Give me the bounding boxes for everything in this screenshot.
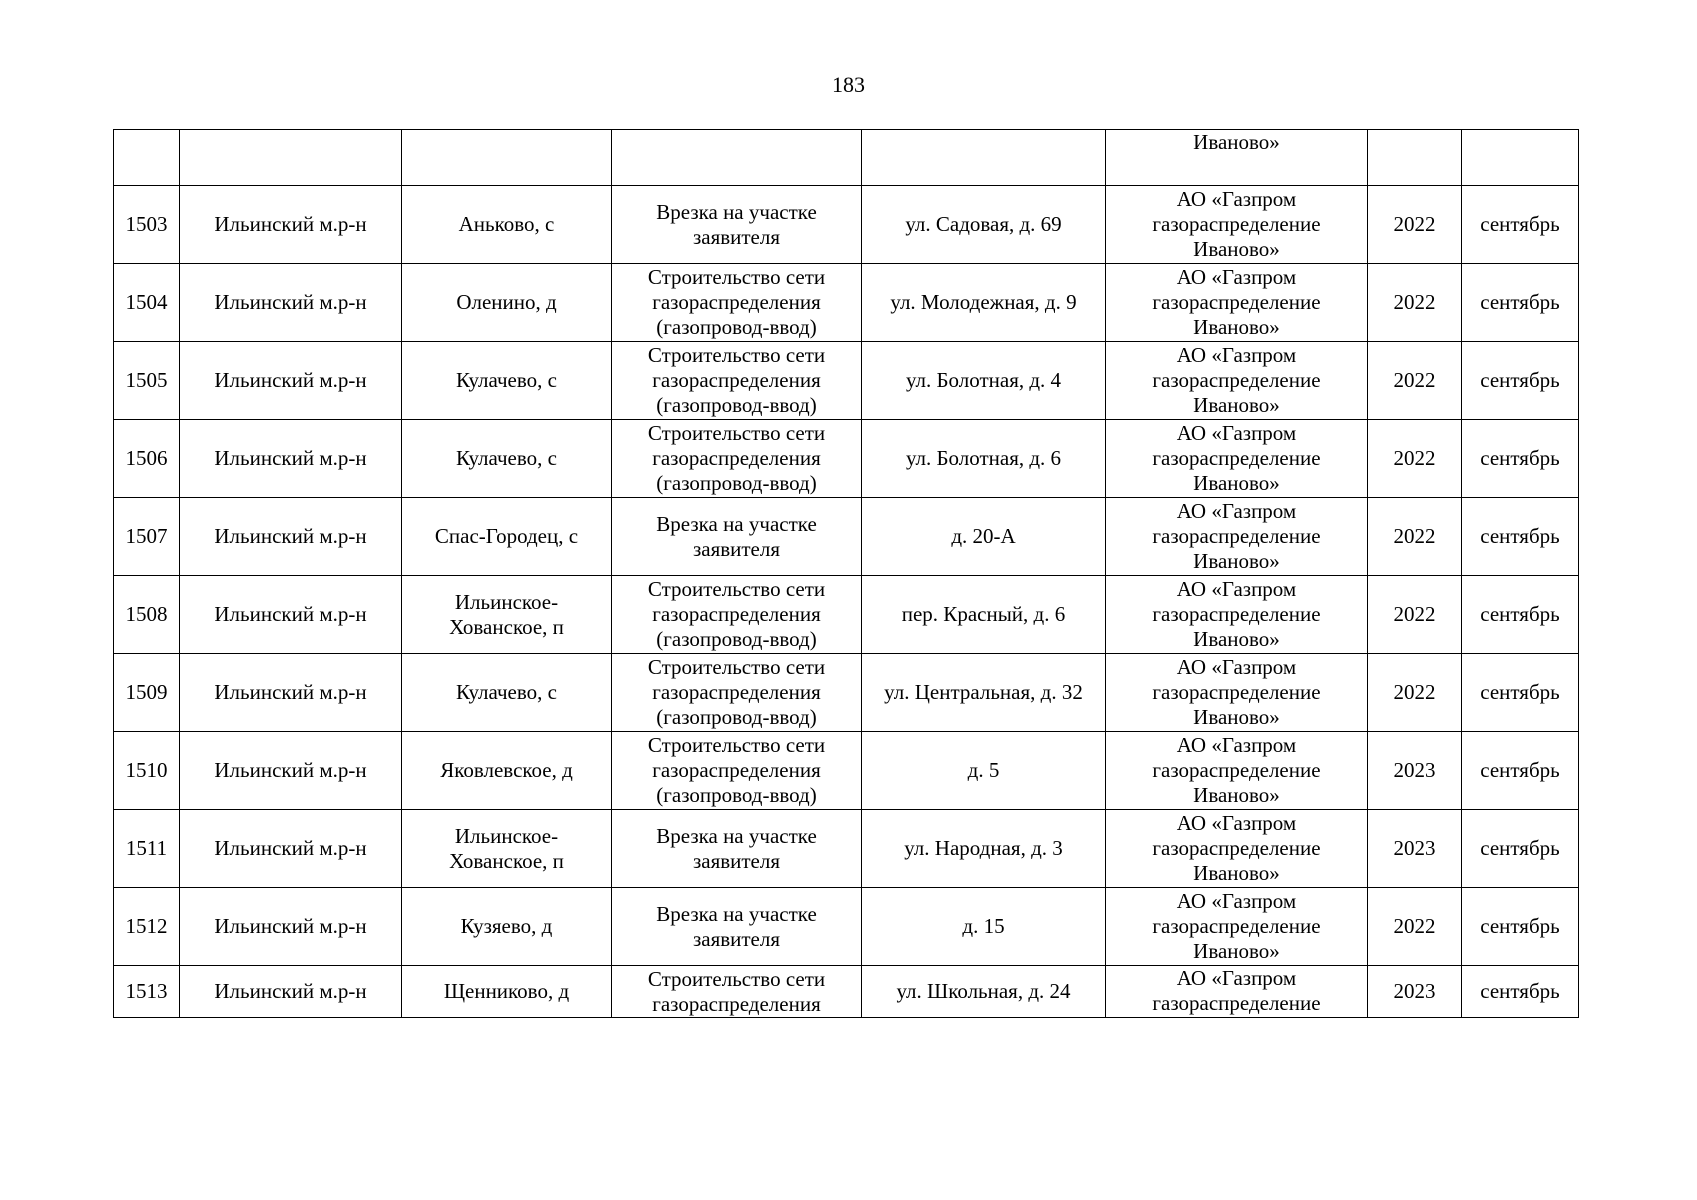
cell-month: сентябрь	[1462, 498, 1579, 576]
cell-work-type	[612, 130, 862, 186]
cell-work-type: Врезка на участке заявителя	[612, 810, 862, 888]
cell-work-type: Врезка на участке заявителя	[612, 186, 862, 264]
cell-month: сентябрь	[1462, 264, 1579, 342]
cell-settlement: Кулачево, с	[402, 420, 612, 498]
cell-address: д. 15	[862, 888, 1106, 966]
cell-work-type: Строительство сети газораспределения (газопровод-ввод)	[612, 654, 862, 732]
data-table	[113, 129, 1579, 1018]
cell-district	[180, 130, 402, 186]
cell-month: сентябрь	[1462, 966, 1579, 1018]
cell-year: 2023	[1368, 810, 1462, 888]
cell-year: 2022	[1368, 342, 1462, 420]
cell-district: Ильинский м.р-н	[180, 342, 402, 420]
cell-organization: АО «Газпром газораспределение Иваново»	[1106, 264, 1368, 342]
cell-organization: АО «Газпром газораспределение Иваново»	[1106, 498, 1368, 576]
cell-address: ул. Центральная, д. 32	[862, 654, 1106, 732]
table-row	[114, 420, 1579, 498]
cell-district: Ильинский м.р-н	[180, 732, 402, 810]
cell-settlement: Яковлевское, д	[402, 732, 612, 810]
cell-settlement	[402, 130, 612, 186]
page-number: 183	[832, 72, 865, 97]
cell-work-type: Строительство сети газораспределения (газопровод-ввод)	[612, 342, 862, 420]
table-row-continuation	[114, 130, 1579, 186]
cell-year: 2023	[1368, 732, 1462, 810]
cell-district: Ильинский м.р-н	[180, 576, 402, 654]
cell-number: 1509	[114, 654, 180, 732]
cell-address: ул. Школьная, д. 24	[862, 966, 1106, 1018]
cell-organization: АО «Газпром газораспределение Иваново»	[1106, 810, 1368, 888]
cell-settlement: Кулачево, с	[402, 654, 612, 732]
cell-number: 1505	[114, 342, 180, 420]
cell-district: Ильинский м.р-н	[180, 186, 402, 264]
cell-month: сентябрь	[1462, 654, 1579, 732]
cell-number: 1507	[114, 498, 180, 576]
cell-year: 2023	[1368, 966, 1462, 1018]
cell-organization: АО «Газпром газораспределение	[1106, 966, 1368, 1018]
cell-settlement: Кузяево, д	[402, 888, 612, 966]
cell-number: 1504	[114, 264, 180, 342]
cell-organization: Иваново»	[1106, 130, 1368, 186]
cell-address: ул. Болотная, д. 6	[862, 420, 1106, 498]
cell-number: 1510	[114, 732, 180, 810]
table-row-last	[114, 966, 1579, 1018]
cell-organization: АО «Газпром газораспределение Иваново»	[1106, 576, 1368, 654]
cell-month: сентябрь	[1462, 420, 1579, 498]
cell-month: сентябрь	[1462, 732, 1579, 810]
table-row	[114, 888, 1579, 966]
cell-month	[1462, 130, 1579, 186]
cell-settlement: Оленино, д	[402, 264, 612, 342]
cell-district: Ильинский м.р-н	[180, 888, 402, 966]
table-row	[114, 186, 1579, 264]
cell-work-type: Строительство сети газораспределения (газопровод-ввод)	[612, 420, 862, 498]
cell-number	[114, 130, 180, 186]
cell-month: сентябрь	[1462, 342, 1579, 420]
cell-address: пер. Красный, д. 6	[862, 576, 1106, 654]
cell-settlement: Ильинское- Хованское, п	[402, 810, 612, 888]
cell-year: 2022	[1368, 576, 1462, 654]
table-row	[114, 498, 1579, 576]
cell-address: ул. Молодежная, д. 9	[862, 264, 1106, 342]
cell-number: 1508	[114, 576, 180, 654]
table-body	[114, 130, 1579, 1018]
cell-address: ул. Болотная, д. 4	[862, 342, 1106, 420]
cell-district: Ильинский м.р-н	[180, 966, 402, 1018]
cell-month: сентябрь	[1462, 186, 1579, 264]
cell-work-type: Строительство сети газораспределения (газопровод-ввод)	[612, 576, 862, 654]
cell-address: д. 5	[862, 732, 1106, 810]
cell-year	[1368, 130, 1462, 186]
table-row	[114, 732, 1579, 810]
cell-year: 2022	[1368, 186, 1462, 264]
cell-number: 1503	[114, 186, 180, 264]
cell-month: сентябрь	[1462, 576, 1579, 654]
cell-organization: АО «Газпром газораспределение Иваново»	[1106, 654, 1368, 732]
cell-organization: АО «Газпром газораспределение Иваново»	[1106, 888, 1368, 966]
cell-district: Ильинский м.р-н	[180, 810, 402, 888]
table-row	[114, 654, 1579, 732]
cell-work-type: Строительство сети газораспределения (газопровод-ввод)	[612, 732, 862, 810]
cell-number: 1511	[114, 810, 180, 888]
cell-settlement: Аньково, с	[402, 186, 612, 264]
cell-year: 2022	[1368, 888, 1462, 966]
cell-work-type: Строительство сети газораспределения (газопровод-ввод)	[612, 264, 862, 342]
cell-settlement: Спас-Городец, с	[402, 498, 612, 576]
cell-address	[862, 130, 1106, 186]
cell-month: сентябрь	[1462, 810, 1579, 888]
cell-month: сентябрь	[1462, 888, 1579, 966]
cell-settlement: Ильинское- Хованское, п	[402, 576, 612, 654]
cell-address: ул. Народная, д. 3	[862, 810, 1106, 888]
cell-district: Ильинский м.р-н	[180, 654, 402, 732]
cell-settlement: Кулачево, с	[402, 342, 612, 420]
table-row	[114, 576, 1579, 654]
cell-number: 1513	[114, 966, 180, 1018]
cell-settlement: Щенниково, д	[402, 966, 612, 1018]
cell-work-type: Врезка на участке заявителя	[612, 498, 862, 576]
cell-organization: АО «Газпром газораспределение Иваново»	[1106, 420, 1368, 498]
cell-organization: АО «Газпром газораспределение Иваново»	[1106, 186, 1368, 264]
cell-year: 2022	[1368, 498, 1462, 576]
cell-year: 2022	[1368, 654, 1462, 732]
table-row	[114, 264, 1579, 342]
table-row	[114, 342, 1579, 420]
cell-district: Ильинский м.р-н	[180, 498, 402, 576]
cell-district: Ильинский м.р-н	[180, 420, 402, 498]
cell-organization: АО «Газпром газораспределение Иваново»	[1106, 732, 1368, 810]
cell-year: 2022	[1368, 264, 1462, 342]
table-row	[114, 810, 1579, 888]
cell-address: д. 20-А	[862, 498, 1106, 576]
cell-address: ул. Садовая, д. 69	[862, 186, 1106, 264]
cell-district: Ильинский м.р-н	[180, 264, 402, 342]
cell-number: 1512	[114, 888, 180, 966]
cell-organization: АО «Газпром газораспределение Иваново»	[1106, 342, 1368, 420]
cell-year: 2022	[1368, 420, 1462, 498]
cell-work-type: Врезка на участке заявителя	[612, 888, 862, 966]
cell-work-type: Строительство сети газораспределения	[612, 966, 862, 1018]
cell-number: 1506	[114, 420, 180, 498]
